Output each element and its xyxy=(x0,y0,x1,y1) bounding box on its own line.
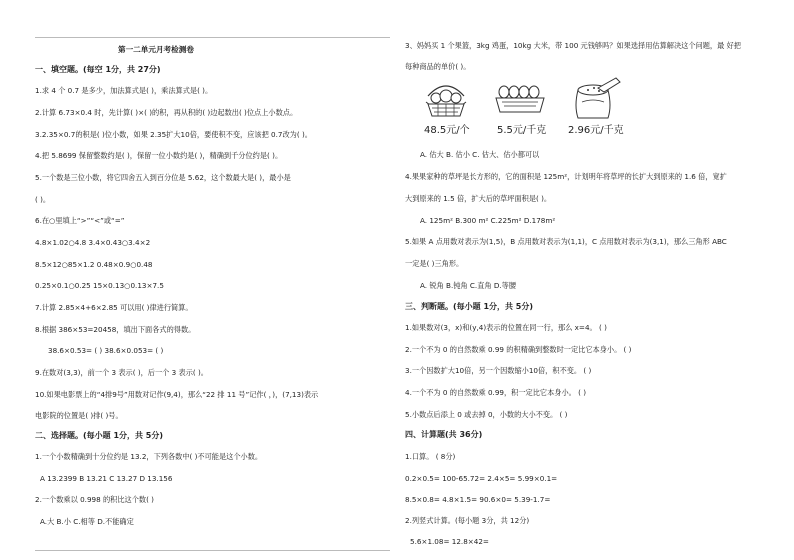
judge-q3: 3.一个因数扩大10倍，另一个因数缩小10倍，积不变。 ( ) xyxy=(405,366,592,375)
fruit-basket-icon xyxy=(420,78,472,122)
choice-q5-cont: 一定是( )三角形。 xyxy=(405,259,464,268)
choice-q3-options: A. 估大 B. 估小 C. 估大、估小都可以 xyxy=(420,150,540,159)
choice-q5: 5.如果 A 点用数对表示为(1,5)，B 点用数对表示为(1,1)，C 点用数对表示为(3,1)，那么三角形 ABC xyxy=(405,237,727,246)
price-fruit-basket: 48.5元/个 xyxy=(424,125,470,136)
top-divider xyxy=(35,37,390,38)
choice-q4: 4.果果家种的草坪是长方形的，它的面积是 125m²，计划明年将草坪的长扩大到原来的 1.6 倍，宽扩 xyxy=(405,172,727,181)
choice-q1-options: A 13.2399 B 13.21 C 13.27 D 13.156 xyxy=(40,474,173,483)
calc-q1-row2: 8.5×0.8= 4.8×1.5= 90.6×0= 5.39-1.7= xyxy=(405,495,551,504)
choice-q1: 1.一个小数精确到十分位约是 13.2，下列各数中( )不可能是这个小数。 xyxy=(35,452,263,461)
section-fill-heading: 一、填空题。(每空 1分，共 27分) xyxy=(35,65,161,74)
choice-q3: 3、妈妈买 1 个果篮，3kg 鸡蛋，10kg 大米，带 100 元钱够吗？如果选择用估算解决这个问题，最 好把 xyxy=(405,41,741,50)
fill-q6: 6.在○里填上“>”“<”或“=” xyxy=(35,216,125,225)
choice-q5-options: A. 锐角 B.钝角 C.直角 D.等腰 xyxy=(420,281,517,290)
egg-tray-icon xyxy=(492,80,548,118)
choice-q2: 2.一个数乘以 0.998 的积比这个数( ) xyxy=(35,495,154,504)
rice-sack-icon xyxy=(568,76,624,120)
fill-q8: 8.根据 386×53=20458，填出下面各式的得数。 xyxy=(35,325,196,334)
fill-q5: 5.一个数是三位小数，将它四舍五入到百分位是 5.62，这个数最大是( )，最小是 xyxy=(35,173,291,182)
fill-q6-row3: 0.25×0.1○0.25 15×0.13○0.13×7.5 xyxy=(35,281,164,290)
fill-q6-row2: 8.5×12○85×1.2 0.48×0.9○0.48 xyxy=(35,260,153,269)
exam-title: 第一二单元月考检测卷 xyxy=(118,45,194,54)
calc-q2-items: 5.6×1.08= 12.8×42= xyxy=(410,537,489,546)
fill-q7: 7.计算 2.85×4+6×2.85 可以用( )律进行简算。 xyxy=(35,303,193,312)
section-choice-heading: 二、选择题。(每小题 1分，共 5分) xyxy=(35,431,164,440)
choice-q4-options: A. 125m² B.300 m² C.225m² D.178m² xyxy=(420,216,556,225)
fill-q3: 3.2.35×0.7的积是( )位小数，如果 2.35扩大10倍，要使积不变，应该把 0.7改为( )。 xyxy=(35,130,312,139)
section-judge-heading: 三、判断题。(每小题 1分，共 5分) xyxy=(405,302,534,311)
choice-q2-options: A.大 B.小 C.相等 D.不能确定 xyxy=(40,517,134,526)
judge-q4: 4.一个不为 0 的自然数乘 0.99，积一定比它本身小。 ( ) xyxy=(405,388,587,397)
choice-q4-cont: 大到原来的 1.5 倍，扩大后的草坪面积是( )。 xyxy=(405,194,552,203)
judge-q5: 5.小数点后添上 0 或去掉 0，小数的大小不变。 ( ) xyxy=(405,410,568,419)
judge-q2: 2.一个不为 0 的自然数乘 0.99 的积精确到整数时一定比它本身小。 ( ) xyxy=(405,345,632,354)
fill-q4: 4.把 5.8699 保留整数约是( )，保留一位小数约是( )，精确到千分位约是( )。 xyxy=(35,151,283,160)
calc-q2: 2.列竖式计算。(每小题 3分，共 12分) xyxy=(405,516,530,525)
fill-q5-cont: ( )。 xyxy=(35,195,51,204)
judge-q1: 1.如果数对(3，x)和(y,4)表示的位置在同一行，那么 x=4。 ( ) xyxy=(405,323,607,332)
bottom-divider xyxy=(35,550,390,551)
price-rice: 2.96元/千克 xyxy=(568,125,624,136)
fill-q8-items: 38.6×0.53= ( ) 38.6×0.053= ( ) xyxy=(48,346,164,355)
section-calc-heading: 四、计算题(共 36分) xyxy=(405,430,483,439)
calc-q1-row1: 0.2×0.5= 100-65.72= 2.4×5= 5.99×0.1= xyxy=(405,474,558,483)
fill-q10-cont: 电影院的位置是( )排( )号。 xyxy=(35,411,123,420)
price-eggs: 5.5元/千克 xyxy=(497,125,547,136)
fill-q6-row1: 4.8×1.02○4.8 3.4×0.43○3.4×2 xyxy=(35,238,151,247)
fill-q9: 9.在数对(3,3)，前一个 3 表示( )，后一个 3 表示( )。 xyxy=(35,368,208,377)
calc-q1: 1.口算。 ( 8分) xyxy=(405,452,456,461)
fill-q2: 2.计算 6.73×0.4 时，先计算( )×( )的积，再从积的( )边起数出( )位点上小数点。 xyxy=(35,108,298,117)
fill-q1: 1.求 4 个 0.7 是多少，加法算式是( )，乘法算式是( )。 xyxy=(35,86,213,95)
fill-q10: 10.如果电影票上的“4排9号”用数对记作(9,4)，那么“22 排 11 号”记作( ，)，(7,13)表示 xyxy=(35,390,319,399)
choice-q3-cont: 每种商品的单价( )。 xyxy=(405,62,471,71)
